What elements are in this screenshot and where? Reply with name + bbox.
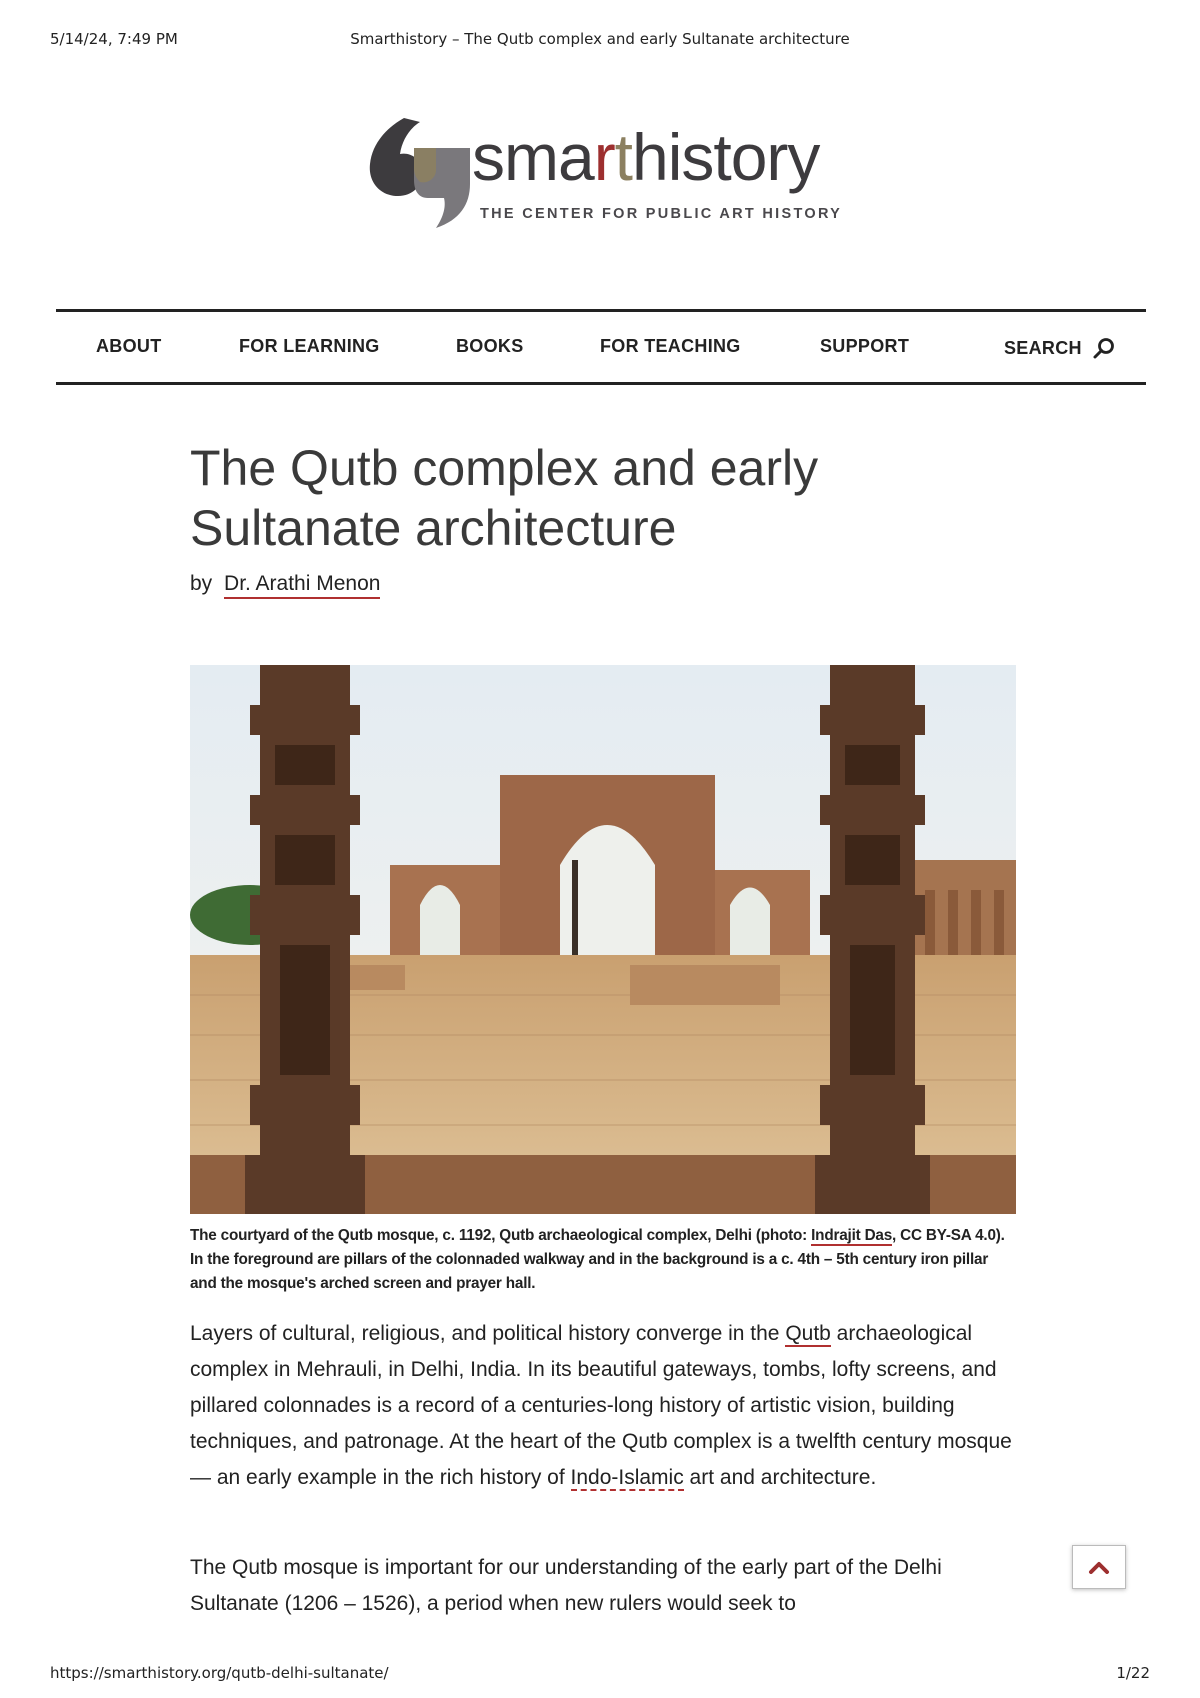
by-label: by [190, 572, 213, 595]
logo-tagline: THE CENTER FOR PUBLIC ART HISTORY [480, 206, 843, 222]
nav-search[interactable] [1004, 336, 1116, 360]
back-to-top-button[interactable] [1072, 1545, 1126, 1589]
qutb-courtyard-photo [190, 665, 1016, 1214]
photographer-link[interactable]: Indrajit Das [811, 1227, 893, 1244]
nav-books[interactable]: BOOKS [456, 336, 524, 356]
indo-islamic-glossary-link[interactable]: Indo-Islamic [570, 1466, 684, 1489]
article-title: The Qutb complex and early Sultanate architecture [190, 440, 819, 556]
nav-support[interactable]: SUPPORT [820, 336, 910, 356]
nav-for-learning[interactable]: FOR LEARNING [239, 336, 380, 356]
print-datetime: 5/14/24, 7:49 PM [50, 30, 178, 48]
photo-caption: The courtyard of the Qutb mosque, c. 1192, Qutb archaeological complex, Delhi (photo: Indrajit Das, CC BY-SA 4.0). In the foreground are pillars of the colonnaded walkway and in the background is a c. 4th – 5th century iron pillar and the mosque's arched screen and prayer hall. [190, 1227, 1005, 1292]
paragraph-sultanate: The Qutb mosque is important for our understanding of the early part of the Delhi Sultanate (1206 – 1526), a period when new rulers would seek to [190, 1556, 942, 1615]
author-link[interactable]: Dr. Arathi Menon [224, 572, 380, 599]
logo-wordmark: smarthistory [472, 120, 820, 194]
print-url: https://smarthistory.org/qutb-delhi-sultanate/ [50, 1664, 389, 1682]
print-page-number: 1/22 [1116, 1664, 1150, 1682]
qutb-link[interactable]: Qutb [785, 1322, 831, 1345]
search-icon [1092, 336, 1116, 360]
print-doc-title: Smarthistory – The Qutb complex and early Sultanate architecture [350, 30, 850, 48]
nav-about[interactable]: ABOUT [96, 336, 162, 356]
paragraph-intro: Layers of cultural, religious, and political history converge in the Qutb archaeological complex in Mehrauli, in Delhi, India. In its beautiful gateways, tombs, lofty screens, and pillared colonnades is a record of a centuries-long history of artistic vision, building techniques, and patronage. At the heart of the Qutb complex is a twelfth century mosque— an early example in the rich history of Indo-Islamic art and architecture. [190, 1322, 1012, 1489]
courtyard-image [190, 665, 1016, 1214]
search-label: SEARCH [1004, 337, 1082, 358]
smarthistory-logo[interactable] [364, 118, 844, 230]
byline [190, 572, 380, 596]
main-nav [56, 309, 1146, 385]
nav-for-teaching[interactable]: FOR TEACHING [600, 336, 741, 356]
chevron-up-icon [1088, 1560, 1110, 1574]
quote-mark-logo-icon [364, 118, 476, 230]
